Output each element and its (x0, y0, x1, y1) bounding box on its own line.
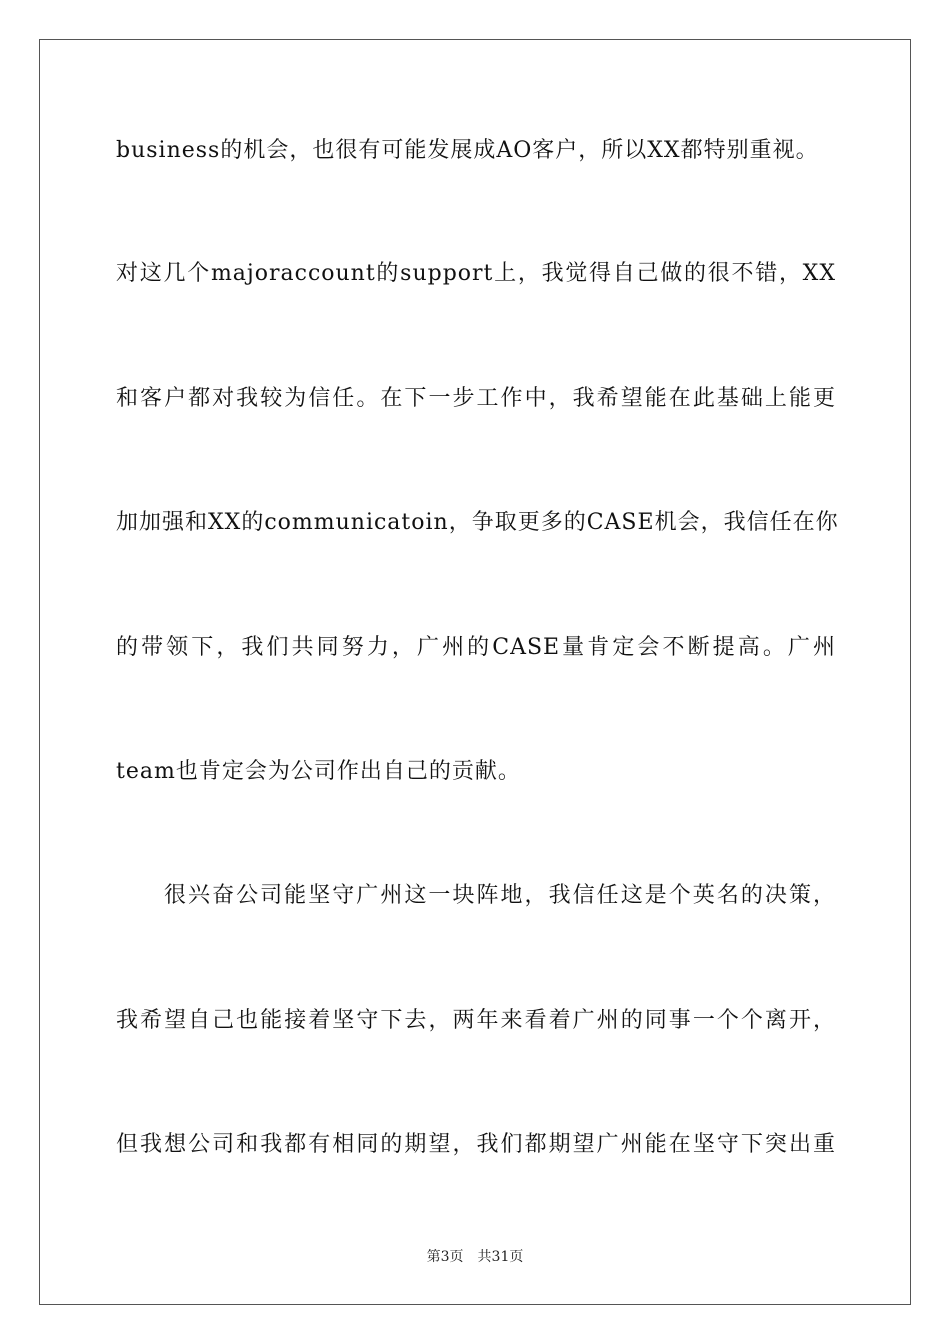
text-line-1: business的机会，也很有可能发展成AO客户，所以XX都特别重视。 (116, 138, 819, 163)
page-footer (0, 1247, 950, 1267)
page-number: 第3页 (426, 1249, 464, 1265)
text-line-8: 我希望自己也能接着坚守下去，两年来看着广州的同事一个个离开， (116, 1008, 836, 1033)
text-line-9: 但我想公司和我都有相同的期望，我们都期望广州能在坚守下突出重 (116, 1132, 836, 1157)
text-line-2: 对这几个majoraccount的support上，我觉得自己做的很不错，XX (116, 261, 836, 286)
text-line-3: 和客户都对我较为信任。在下一步工作中，我希望能在此基础上能更 (116, 386, 836, 411)
page-frame (39, 39, 911, 1305)
text-line-4: 加加强和XX的communicatoin，争取更多的CASE机会，我信任在你 (116, 510, 839, 535)
text-line-7: 很兴奋公司能坚守广州这一块阵地，我信任这是个英名的决策， (164, 883, 836, 908)
page-total: 共31页 (477, 1249, 524, 1265)
text-line-6: team也肯定会为公司作出自己的贡献。 (116, 759, 521, 784)
text-line-5: 的带领下，我们共同努力，广州的CASE量肯定会不断提高。广州 (116, 635, 836, 660)
